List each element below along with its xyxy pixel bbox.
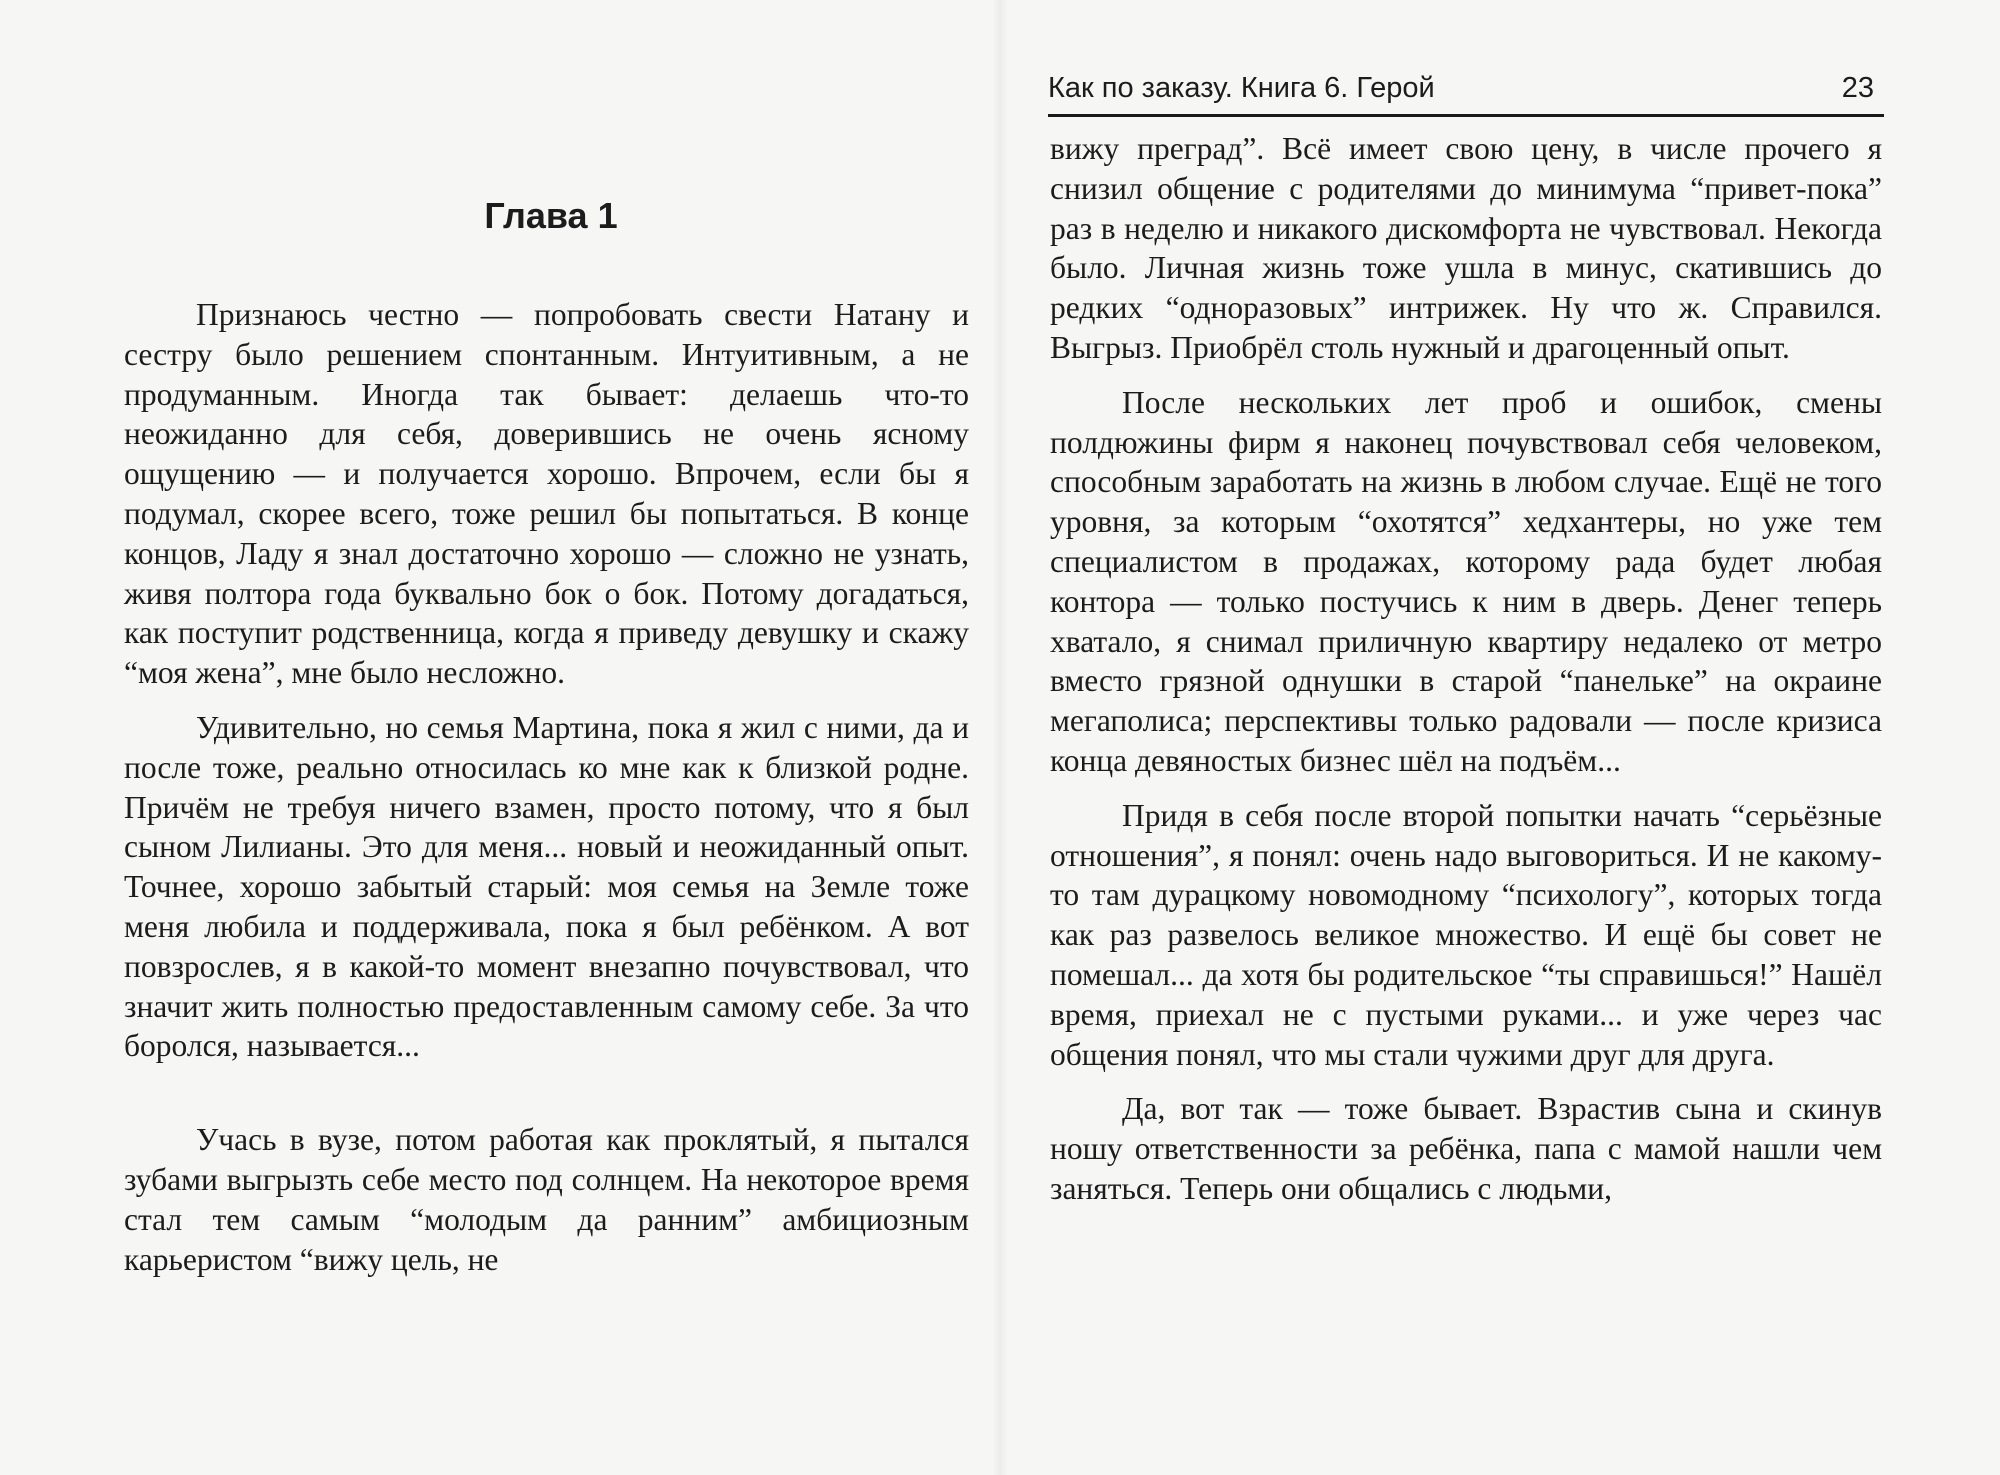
paragraph: Удивительно, но семья Мартина, пока я жил с ними, да и после тоже, реально относилась ко мне как к близкой родне. Причём не требуя ничего взамен, просто потому, что я был сыном Лилианы. Это для меня... новый и неожиданный опыт. Точнее, хорошо забытый старый: моя семья на Земле тоже меня любила и поддерживала, пока я был ребёнком. А вот повзрослев, я в какой-то момент внезапно почувствовал, что значит жить полностью предоставленным самому себе. За что боролся, называется...	[124, 709, 969, 1064]
paragraph: Придя в себя после второй попытки начать “серьёзные отношения”, я понял: очень надо выговориться. И не какому-то там дурацкому новомодному “психологу”, которых тогда как раз развелось великое множество. И ещё бы совет не помешал... да хотя бы родительское “ты справишься!” Нашёл время, приехал не с пустыми руками... и уже через час общения понял, что мы стали чужими друг для друга.	[1050, 797, 1882, 1072]
chapter-title: Глава 1	[484, 195, 618, 236]
running-head-title: Как по заказу. Книга 6. Герой	[1048, 72, 1435, 104]
page-number: 23	[1841, 72, 1874, 104]
left-page-text	[124, 295, 969, 1279]
right-page	[1000, 0, 2000, 1475]
paragraph: Признаюсь честно — попробовать свести Натану и сестру было решением спонтанным. Интуитивным, а не продуманным. Иногда так бывает: делаешь что-то неожиданно для себя, доверившись не очень ясному ощущению — и получается хорошо. Впрочем, если бы я подумал, скорее всего, тоже решил бы попытаться. В конце концов, Ладу я знал достаточно хорошо — сложно не узнать, живя полтора года буквально бок о бок. Потому догадаться, как поступит родственница, когда я приведу девушку и скажу “моя жена”, мне было несложно.	[124, 297, 969, 691]
paragraph: После нескольких лет проб и ошибок, смены полдюжины фирм я наконец почувствовал себя человеком, способным заработать на жизнь в любом случае. Ещё не того уровня, за которым “охотятся” хедхантеры, но уже тем специалистом в продажах, которому рада будет любая контора — только постучись к ним в дверь. Денег теперь хватало, я снимал приличную квартиру недалеко от метро вместо грязной однушки в старой “панельке” на окраине мегаполиса; перспективы только радовали — после кризиса конца девяностых бизнес шёл на подъём...	[1050, 384, 1882, 778]
paragraph: Да, вот так — тоже бывает. Взрастив сына и скинув ношу ответственности за ребёнка, папа с мамой нашли чем заняться. Теперь они общались с людьми,	[1050, 1091, 1882, 1206]
paragraph: Учась в вузе, потом работая как проклятый, я пытался зубами выгрызть себе место под солнцем. На некоторое время стал тем самым “молодым да ранним” амбициозным карьеристом “вижу цель, не	[124, 1122, 969, 1277]
right-page-text	[1050, 129, 1882, 1209]
running-head	[1048, 66, 1884, 117]
paragraph: вижу преград”. Всё имеет свою цену, в числе прочего я снизил общение с родителями до минимума “привет-пока” раз в неделю и никакого дискомфорта не чувствовал. Некогда было. Личная жизнь тоже ушла в минус, скатившись до редких “одноразовых” интрижек. Ну что ж. Справился. Выгрыз. Приобрёл столь нужный и драгоценный опыт.	[1050, 131, 1882, 365]
